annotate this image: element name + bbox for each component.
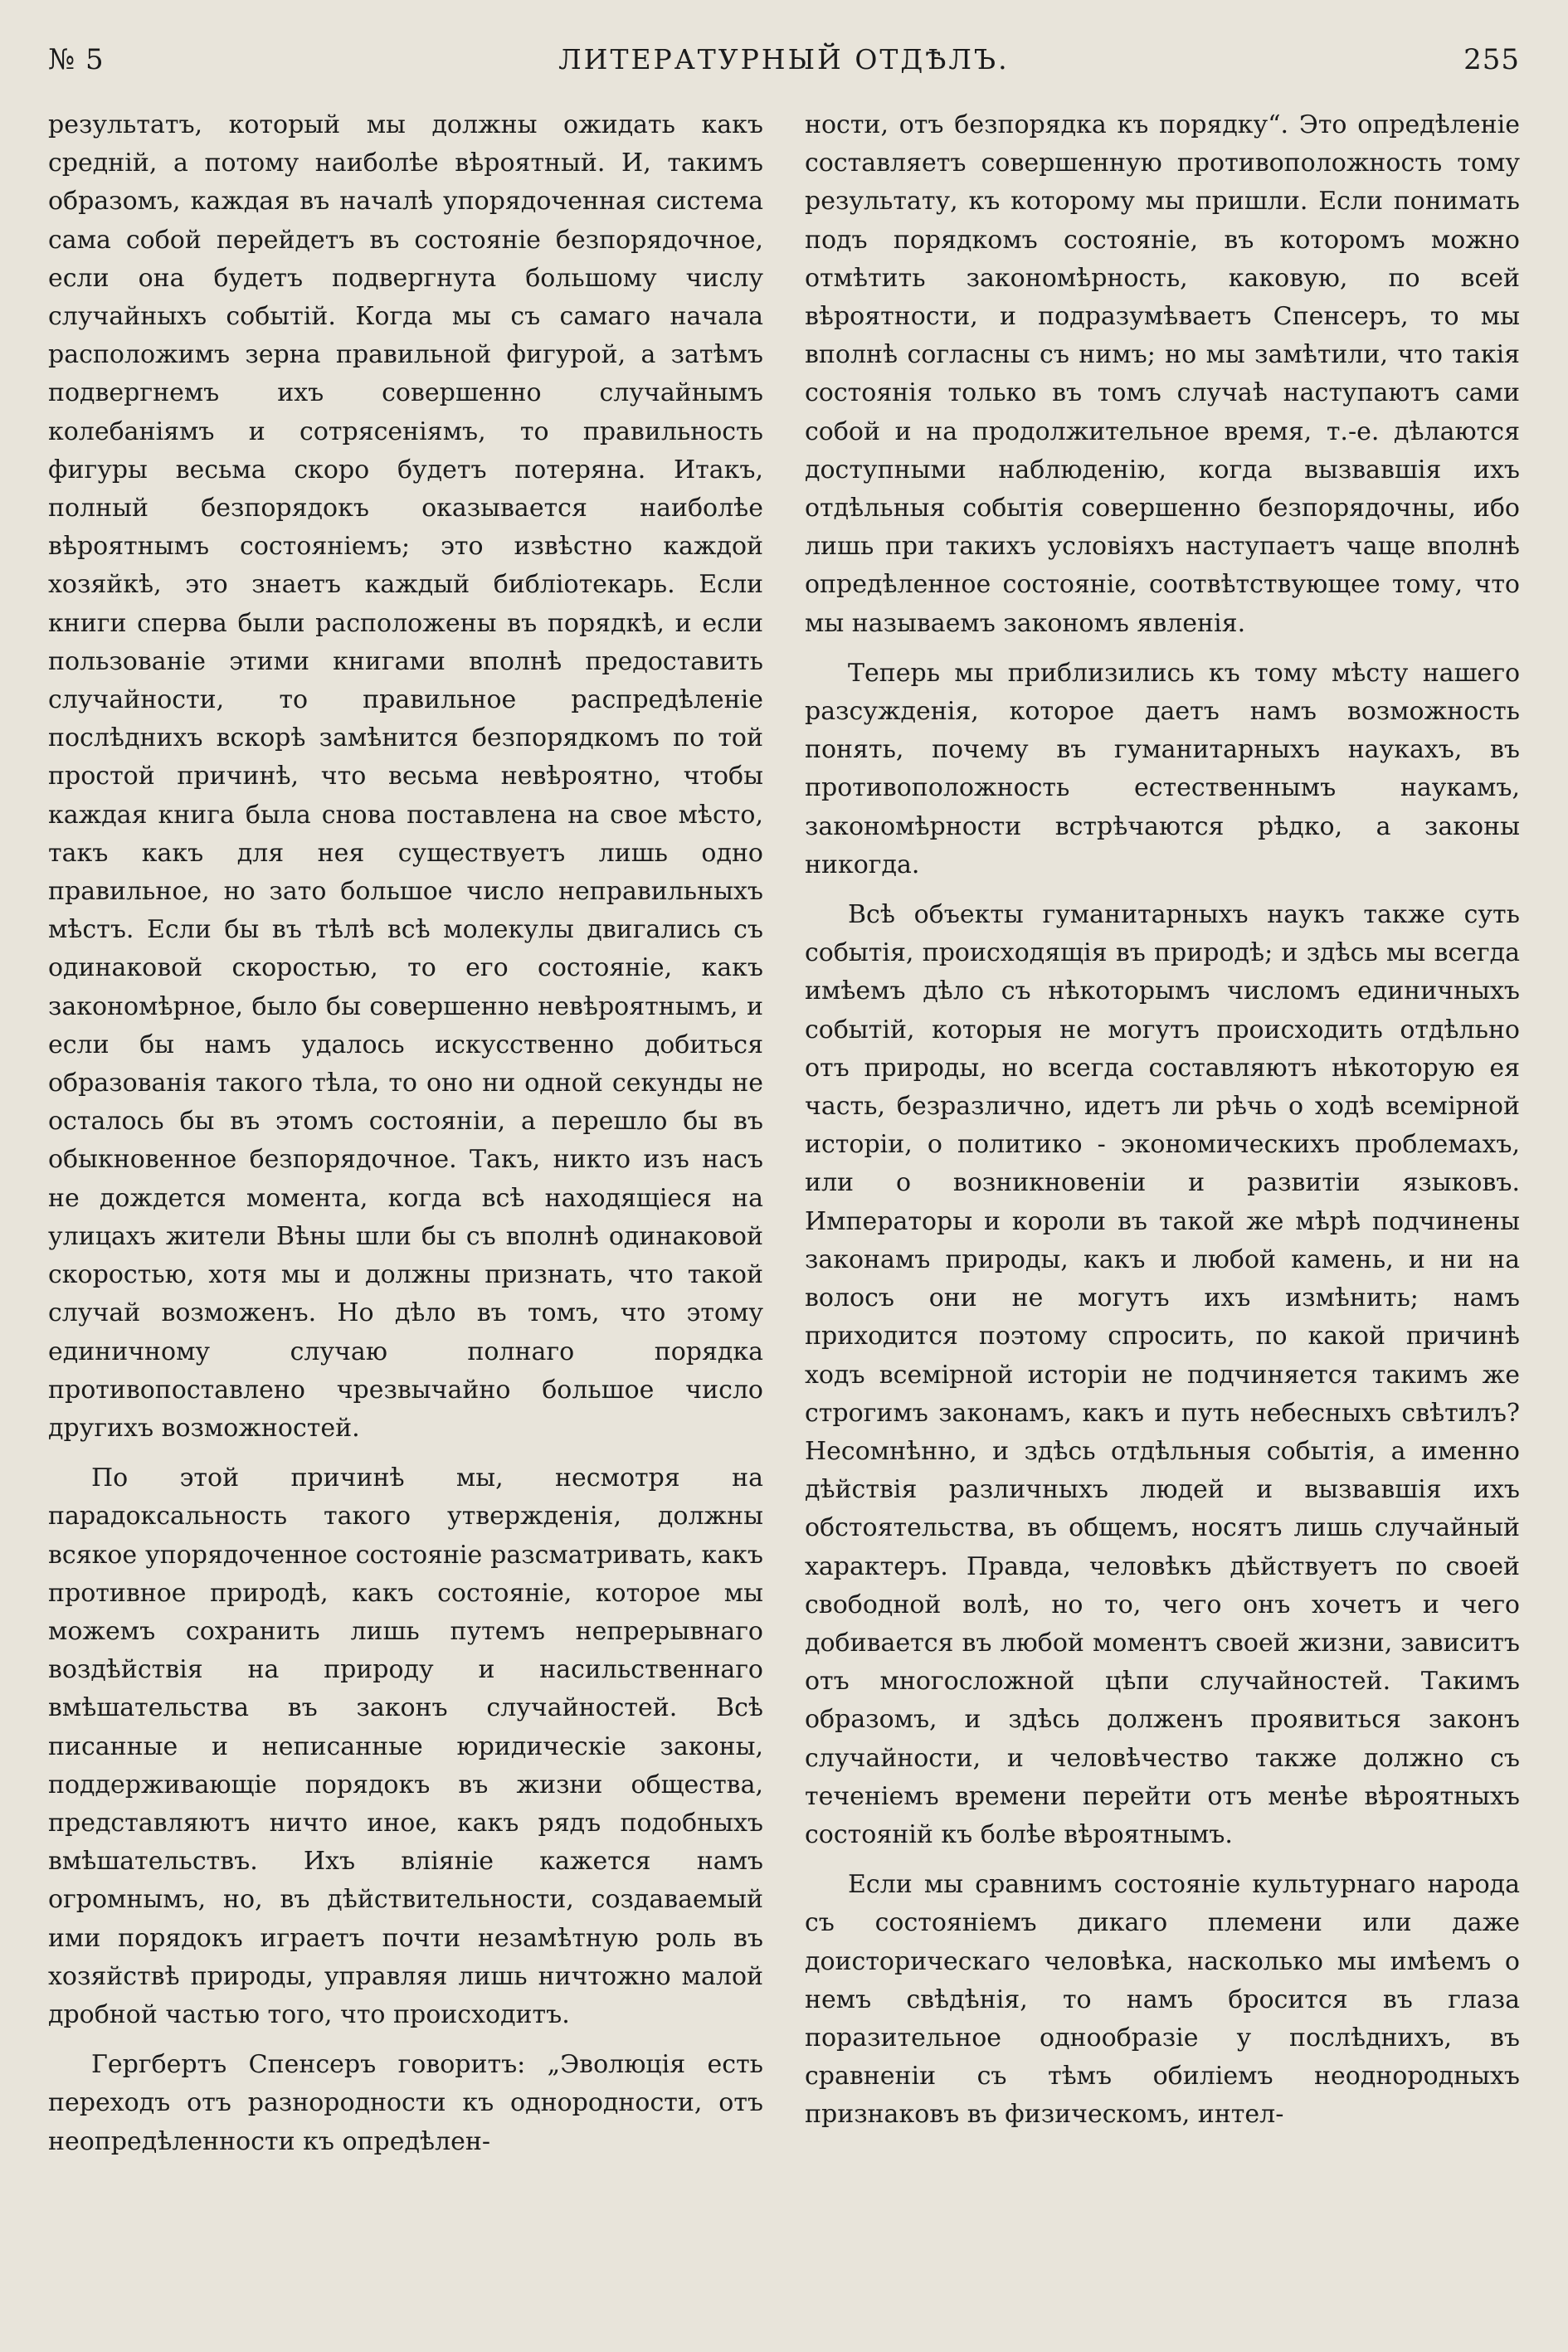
text-columns — [48, 106, 1520, 2161]
paragraph: результатъ, который мы должны ожидать какъ средній, а потому наиболѣе вѣроятный. И, такимъ образомъ, каждая въ началѣ упорядоченная система сама собой перейдетъ въ состояніе безпорядочное, если она будетъ подвергнута большому числу случайныхъ событій. Когда мы съ самаго начала расположимъ зерна правильной фигурой, а затѣмъ подвергнемъ ихъ совершенно случайнымъ колебаніямъ и сотрясеніямъ, то правильность фигуры весьма скоро будетъ потеряна. Итакъ, полный безпорядокъ оказывается наиболѣе вѣроятнымъ состояніемъ; это извѣстно каждой хозяйкѣ, это знаетъ каждый библіотекарь. Если книги сперва были расположены въ порядкѣ, и если пользованіе этими книгами вполнѣ предоставить случайности, то правильное распредѣленіе послѣднихъ вскорѣ замѣнится безпорядкомъ по той простой причинѣ, что весьма невѣроятно, чтобы каждая книга была снова поставлена на свое мѣсто, такъ какъ для нея существуетъ лишь одно правильное, но зато большое число неправильныхъ мѣстъ. Если бы въ тѣлѣ всѣ молекулы двигались съ одинаковой скоростью, то его состояніе, какъ закономѣрное, было бы совершенно невѣроятнымъ, и если бы намъ удалось искусственно добиться образованія такого тѣла, то оно ни одной секунды не осталось бы въ этомъ состояніи, а перешло бы въ обыкновенное безпорядочное. Такъ, никто изъ насъ не дождется момента, когда всѣ находящіеся на улицахъ жители Вѣны шли бы съ вполнѣ одинаковой скоростью, хотя мы и должны признать, что такой случай возможенъ. Но дѣло въ томъ, что этому единичному случаю полнаго порядка противопоставлено чрезвычайно большое число другихъ возможностей. — [48, 110, 763, 1443]
right-column — [805, 106, 1520, 2161]
paragraph: ности, отъ безпорядка къ порядку“. Это опредѣленіе составляетъ совершенную противоположность тому результату, къ которому мы пришли. Если понимать подъ порядкомъ состояніе, въ которомъ можно отмѣтить закономѣрность, каковую, по всей вѣроятности, и подразумѣваетъ Спенсеръ, то мы вполнѣ согласны съ нимъ; но мы замѣтили, что такія состоянія только въ томъ случаѣ наступаютъ сами собой и на продолжительное время, т.-е. дѣлаются доступными наблюденію, когда вызвавшія ихъ отдѣльныя событія совершенно безпорядочны, ибо лишь при такихъ условіяхъ наступаетъ чаще вполнѣ опредѣленное состояніе, соотвѣтствующее тому, что мы называемъ закономъ явленія. — [805, 110, 1520, 638]
paragraph: Гергбертъ Спенсеръ говоритъ: „Эволюція есть переходъ отъ разнородности къ однородности, отъ неопредѣленности къ опредѣлен- — [48, 2050, 763, 2156]
paragraph: Теперь мы приблизились къ тому мѣсту нашего разсужденія, которое даетъ намъ возможность понять, почему въ гуманитарныхъ наукахъ, въ противоположность естественнымъ наукамъ, закономѣрности встрѣчаются рѣдко, а законы никогда. — [805, 658, 1520, 879]
page-header — [48, 43, 1520, 88]
paragraph: Если мы сравнимъ состояніе культурнаго народа съ состояніемъ дикаго племени или даже доисторическаго человѣка, насколько мы имѣемъ о немъ свѣдѣнія, то намъ бросится въ глаза поразительное однообразіе у послѣднихъ, въ сравненіи съ тѣмъ обиліемъ неоднородныхъ признаковъ въ физическомъ, интел- — [805, 1870, 1520, 2130]
paragraph: Всѣ объекты гуманитарныхъ наукъ также суть событія, происходящія въ природѣ; и здѣсь мы всегда имѣемъ дѣло съ нѣкоторымъ числомъ единичныхъ событій, которыя не могутъ происходить отдѣльно отъ природы, но всегда составляютъ нѣкоторую ея часть, безразлично, идетъ ли рѣчь о ходѣ всемірной исторіи, о политико - экономическихъ проблемахъ, или о возникновеніи и развитіи языковъ. Императоры и короли въ такой же мѣрѣ подчинены законамъ природы, какъ и любой камень, и ни на волосъ они не могутъ ихъ измѣнить; намъ приходится поэтому спросить, по какой причинѣ ходъ всемірной исторіи не подчиняется такимъ же строгимъ законамъ, какъ и путь небесныхъ свѣтилъ? Несомнѣнно, и здѣсь отдѣльныя событія, а именно дѣйствія различныхъ людей и вызвавшія ихъ обстоятельства, въ общемъ, носятъ лишь случайный характеръ. Правда, человѣкъ дѣйствуетъ по своей свободной волѣ, но то, чего онъ хочетъ и чего добивается въ любой моментъ своей жизни, зависитъ отъ многосложной цѣпи случайностей. Такимъ образомъ, и здѣсь долженъ проявиться законъ случайности, и человѣчество также должно съ теченіемъ времени перейти отъ менѣе вѣроятныхъ состояній къ болѣе вѣроятнымъ. — [805, 900, 1520, 1849]
section-title: ЛИТЕРАТУРНЫЙ ОТДѢЛЪ. — [558, 43, 1010, 75]
page-number: 255 — [1463, 43, 1520, 76]
issue-number: № 5 — [48, 43, 105, 76]
left-column — [48, 106, 763, 2161]
paragraph: По этой причинѣ мы, несмотря на парадоксальность такого утвержденія, должны всякое упорядоченное состояніе разсматривать, какъ противное природѣ, какъ состояніе, которое мы можемъ сохранить лишь путемъ непрерывнаго воздѣйствія на природу и насильственнаго вмѣшательства въ законъ случайностей. Всѣ писанные и неписанные юридическіе законы, поддерживающіе порядокъ въ жизни общества, представляютъ ничто иное, какъ рядъ подобныхъ вмѣшательствъ. Ихъ вліяніе кажется намъ огромнымъ, но, въ дѣйствительности, создаваемый ими порядокъ играетъ почти незамѣтную роль въ хозяйствѣ природы, управляя лишь ничтожно малой дробной частью того, что происходитъ. — [48, 1463, 763, 2029]
